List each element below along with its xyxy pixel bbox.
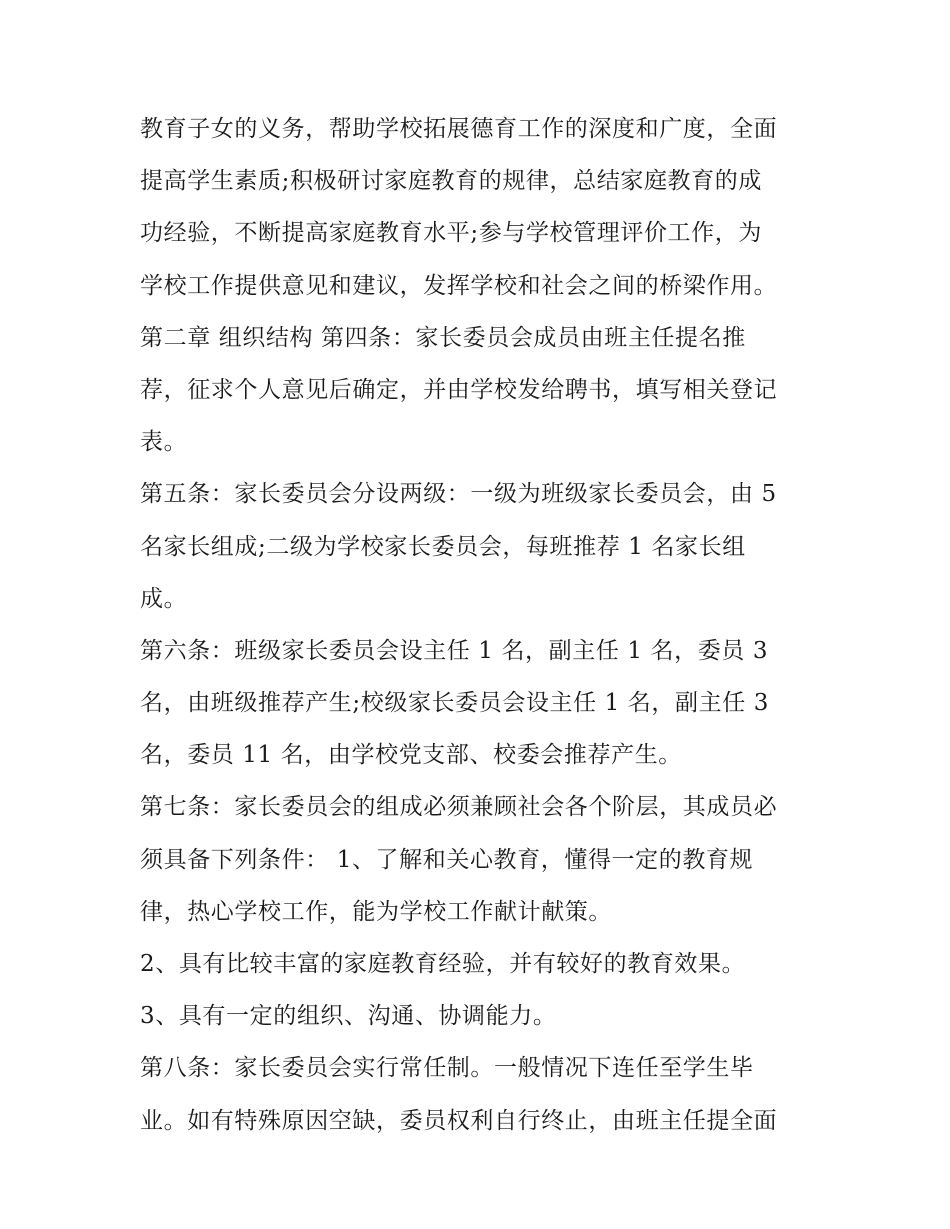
list-item-3-line: 3、具有一定的组织、沟通、协调能力。	[140, 1003, 557, 1030]
document-body	[140, 103, 830, 1147]
text-line: 须具备下列条件： 1、了解和关心教育，懂得一定的教育规	[140, 846, 754, 873]
text-line: 表。	[140, 429, 188, 456]
text-line: 业。如有特殊原因空缺，委员权利自行终止，由班主任提全面	[140, 1107, 778, 1134]
text-line: 名，由班级推荐产生;校级家长委员会设主任 1 名，副主任 3	[140, 690, 769, 717]
article-5-line: 第五条：家长委员会分设两级：一级为班级家长委员会，由 5	[140, 481, 777, 508]
article-7-line: 第七条：家长委员会的组成必须兼顾社会各个阶层，其成员必	[140, 794, 778, 821]
text-line: 律，热心学校工作，能为学校工作献计献策。	[140, 898, 612, 925]
chapter-heading-line: 第二章 组织结构 第四条：家长委员会成员由班主任提名推	[140, 324, 746, 351]
list-item-2-line: 2、具有比较丰富的家庭教育经验，并有较好的教育效果。	[140, 951, 746, 977]
text-line: 教育子女的义务，帮助学校拓展德育工作的深度和广度，全面	[140, 116, 778, 142]
text-line: 功经验，不断提高家庭教育水平;参与学校管理评价工作，为	[140, 220, 762, 247]
article-6-line: 第六条：班级家长委员会设主任 1 名，副主任 1 名，委员 3	[140, 637, 769, 664]
text-line: 名，委员 11 名，由学校党支部、校委会推荐产生。	[140, 742, 682, 769]
article-8-line: 第八条：家长委员会实行常任制。一般情况下连任至学生毕	[140, 1055, 754, 1082]
text-line: 成。	[140, 585, 188, 612]
text-line: 名家长组成;二级为学校家长委员会，每班推荐 1 名家长组	[140, 533, 746, 560]
text-line: 提高学生素质;积极研讨家庭教育的规律，总结家庭教育的成	[140, 168, 762, 195]
text-line: 荐，征求个人意见后确定，并由学校发给聘书，填写相关登记	[140, 376, 778, 403]
text-line: 学校工作提供意见和建议，发挥学校和社会之间的桥梁作用。	[140, 272, 778, 299]
